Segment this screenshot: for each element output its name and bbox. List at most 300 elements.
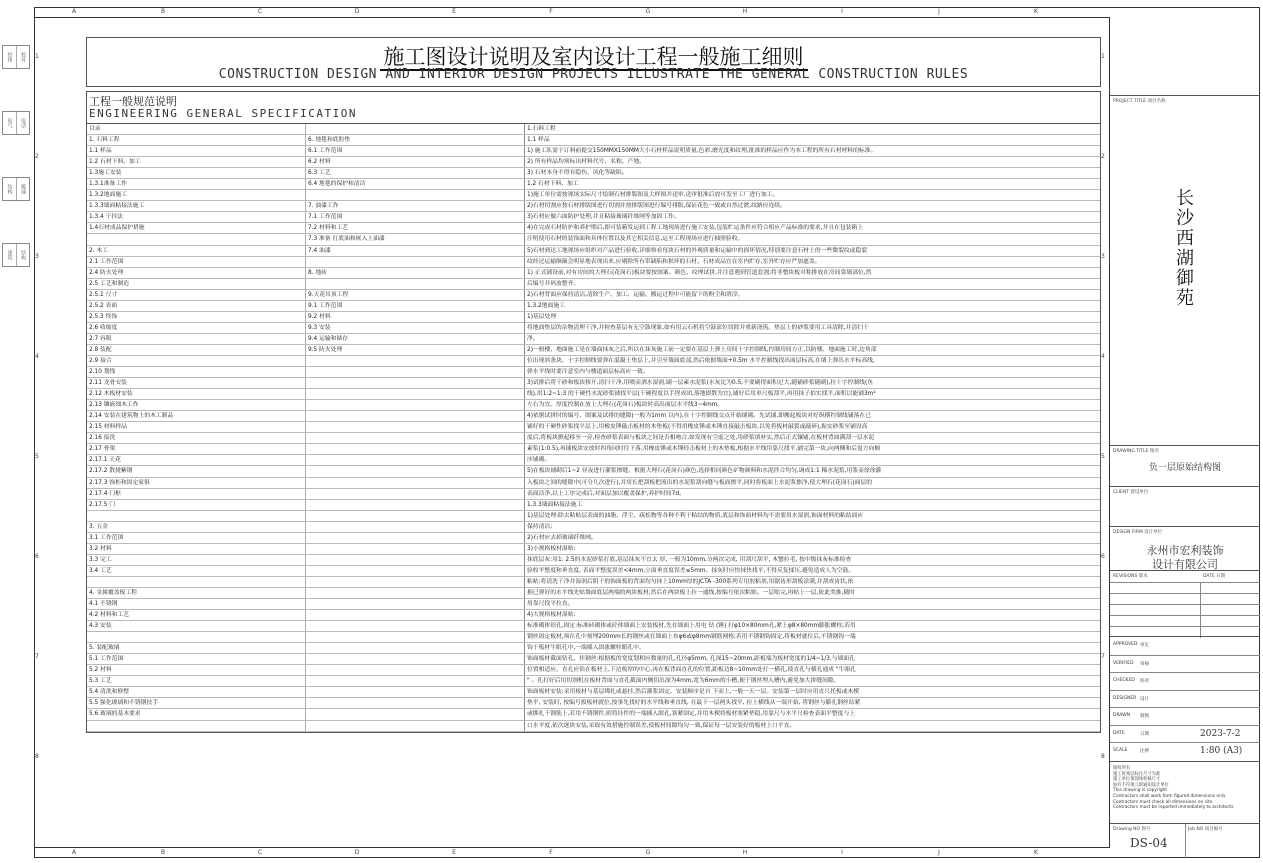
toc-item-2	[306, 555, 525, 565]
stamp-label: 给排	[3, 46, 17, 68]
toc-item: 5.2 材料	[87, 665, 306, 675]
toc-item: 2.8 装配	[87, 345, 306, 355]
spec-text: 1) 施工队需于订料前提交150MMX150MM大小石材样品说明质量,色彩,磨光度和纹理,批准的样品应作为本工程的所有石材材料的标准。	[527, 148, 877, 155]
spec-text: 1.1 样品	[527, 137, 550, 144]
design-firm-cell	[1110, 526, 1260, 570]
grid-number: 6	[1101, 553, 1105, 560]
toc-item-2: 7.2 材料和工艺	[306, 223, 525, 233]
toc-item-2: 6.4 地毯的保护和清洁	[306, 179, 525, 189]
signature-key: DESIGNER	[1113, 695, 1137, 701]
grid-letter: J	[938, 849, 940, 856]
spec-text: 5)在板块铺砌后1~2 昼夜进行灌浆擦缝。根据大理石(花岗石)颜色,选择相同颜色矿物颜料和水泥拌合均匀,调成1:1 稀水泥浆,用浆壶徐徐灌	[527, 468, 882, 475]
design-firm-name	[1110, 544, 1260, 572]
grid-letter: C	[257, 849, 263, 856]
drawing-name: 负一层原始结构图	[1148, 463, 1221, 473]
toc-item: 1.3.2地面施工	[87, 190, 306, 200]
spec-text: 纹经过运输颠簸会明显地表现出来,应剔除所有带缺陷和损坏的石材。石材成品宜在室内贮存,室外贮存应严加遮盖。	[527, 258, 821, 265]
toc-item-2	[306, 478, 525, 488]
spec-row	[87, 301, 1100, 312]
spec-text: 入板块之间的缝隙中(可分几次进行),并用长把刮板把流出的水泥浆刮向缝与板面擦平,同时将板面上水泥浆擦净,使大理石(花岗石)面层的	[527, 479, 872, 486]
stamp-label: 校对	[20, 52, 26, 62]
grid-letter: E	[452, 849, 456, 856]
toc-item: 2.17 骨架	[87, 444, 306, 454]
spec-text: 口水平度,依次逐块安装,采取有效措施控制误差,使板材间隙均匀一致,保证每一层安装好的板材上口平直。	[527, 722, 796, 729]
stamp-column	[2, 45, 30, 309]
spec-row	[87, 234, 1100, 245]
spec-row	[87, 665, 1100, 676]
grid-letter: C	[257, 8, 263, 15]
signature-key-cn: 审核	[1140, 661, 1149, 667]
toc-item: 目录	[87, 124, 306, 134]
toc-item	[87, 632, 306, 642]
grid-number: 2	[35, 153, 39, 160]
toc-item-2: 9.4 运输和储存	[306, 334, 525, 344]
spec-row	[87, 643, 1100, 654]
toc-item: 5.4 清洗和修整	[87, 687, 306, 697]
signature-key-cn: 日期	[1140, 731, 1149, 737]
toc-item-2	[306, 466, 525, 476]
toc-item-2	[306, 400, 525, 410]
spec-row	[87, 246, 1100, 257]
toc-item: 1.3.4 干挂法	[87, 212, 306, 222]
spec-text: 据已弹好的水平线先贴墙面底层两端的两块板材,然后在两块板上拉一通线,按编号依次粘贴。一层贴完,再贴上一层,依此类推,随时	[527, 589, 856, 596]
toc-item: 2.5.2 表面	[87, 301, 306, 311]
section-header	[86, 91, 1101, 123]
spec-row	[87, 201, 1100, 212]
spec-row	[87, 709, 1100, 720]
grid-number: 2	[1101, 153, 1105, 160]
spec-text: 3) 石材本身不得有隐伤、风化等缺陷。	[527, 170, 628, 177]
toc-item	[87, 721, 306, 731]
toc-item: 2.15 材料样品	[87, 422, 306, 432]
toc-item-2: 8. 地砖	[306, 268, 525, 278]
stamp-label: 电话	[20, 118, 26, 128]
toc-item-2: 7. 油漆工作	[306, 201, 525, 211]
drawing-number: DS-04	[1130, 836, 1168, 850]
spec-row	[87, 544, 1100, 555]
toc-item-2	[306, 632, 525, 642]
spec-text: 饰面板材安装:采用板材与基层绑扎或悬挂,然后灌浆固定。安装顺序是自 下而上,一般一天一层。安装第一层时应用直尺托板或木楔	[527, 689, 860, 696]
spec-text: 序铺砌。	[527, 457, 551, 464]
grid-letters-top	[34, 7, 1110, 17]
notes	[1113, 766, 1257, 811]
note-line: Contractors must check all dimensions on site	[1113, 799, 1213, 805]
blank-top-cell	[1110, 17, 1260, 95]
toc-item-2: 9.2 材料	[306, 312, 525, 322]
grid-number: 3	[35, 253, 39, 260]
spec-row	[87, 654, 1100, 665]
spec-text: 标准砌体钻孔,固定:标准砖砌体或砼体墙面上安装板材,先在墙面上用电 钻 (锤) 打φ10×80mm孔,紧上φ8×80mm膨胀螺栓;若用	[527, 623, 856, 630]
spec-row	[87, 146, 1100, 157]
toc-item-2: 9.1 工作范围	[306, 301, 525, 311]
section-title-en: ENGINEERING GENERAL SPECIFICATION	[89, 107, 358, 120]
spec-text: 或绑扎于钢筋上,若用不锈钢件,则将挂件的一端插入眼孔,塞紧固定,并用木楔将板材塞紧垫稳,用靠尺与水平尺检查表面平整度与上	[527, 711, 856, 718]
grid-letter: H	[742, 849, 748, 856]
spec-row	[87, 577, 1100, 588]
grid-numbers-right	[1100, 17, 1110, 848]
grid-number: 4	[35, 353, 39, 360]
spec-row	[87, 422, 1100, 433]
toc-item-2	[306, 489, 525, 499]
spec-text: 抹底层灰:用1: 2.5的水泥砂浆打底,基层抹灰不宜太 厚, 一般为10mm,分两次完成, 用刮尺刮平, 木蟹拉毛, 按中级抹灰标准检查	[527, 556, 852, 563]
spec-text: 1.2 石材下料、加工	[527, 181, 579, 188]
spec-text: 注明使用石材的装饰面和具体位置以及其它相关信息,运至工程现场应进行抽照验收。	[527, 236, 744, 243]
grid-letter: A	[71, 849, 77, 856]
page-title: 施工图设计说明及室内设计工程一般施工细则	[380, 45, 808, 71]
stamp-label: 建筑	[3, 244, 17, 266]
note-line: 如有不符须立即通知设计单位	[1113, 782, 1169, 788]
signature-value: 1:80 (A3)	[1200, 746, 1243, 756]
stamp-label: 暖通	[20, 184, 26, 194]
spec-row	[87, 433, 1100, 444]
note-line: 版权所有	[1113, 766, 1131, 771]
spec-text: 位置相适应。直孔应钻在板材上,下边板厚的中心,再在板背面直孔的位置,距板边8~10mm处打一横孔,使直孔与横孔通成 "牛眼孔	[527, 667, 856, 674]
spec-row	[87, 588, 1100, 599]
spec-text: 粘贴:将清洗干净并湿润后阴干的饰面板的背面均匀抹上10mm厚的JCTA -300系列专用胶粘剂,用锯齿形刮板涂满,并刮成齿状,依	[527, 578, 854, 585]
spec-text: 后编号并码放整齐。	[527, 280, 580, 287]
toc-item: 4.2 材料和工艺	[87, 610, 306, 620]
note-line: Contractors must be reported immediately to architects	[1113, 805, 1234, 811]
toc-item-2	[306, 566, 525, 576]
toc-item-2: 6. 地毯和底腔垫	[306, 135, 525, 145]
notes-cell	[1110, 761, 1260, 823]
spec-row	[87, 334, 1100, 345]
spec-text: 1)基层处理	[527, 313, 557, 320]
grid-number: 1	[1101, 53, 1105, 60]
toc-item	[87, 511, 306, 521]
spec-text: 垫平, 安装时, 按编号拔板材就位,按事先找好的水平线和垂直线, 在最下一层两头找平, 拉上横线从一端开始, 将钢丝与膨孔钢丝结紧	[527, 700, 861, 707]
stamp-cell	[2, 177, 30, 201]
spec-row	[87, 489, 1100, 500]
signature-row	[1110, 637, 1260, 653]
toc-item-2: 9.5 防火处理	[306, 345, 525, 355]
spec-text: 铺好的干硬性砂浆找平层上,用橡皮锤敲击板材的木垫板(不得用橡皮锤或木锤直接敲击板块,以免将板材敲裂或敲碎),振实砂浆至铺设高	[527, 424, 868, 431]
spec-text: 4)在完成石材防护和养护期后,即可装箱发运到工程工地现场进行施工安装,包装贮运条件应符合相应产品标准的要求,并且在包装箱上	[527, 225, 864, 232]
toc-item: 2.4 防火处理	[87, 268, 306, 278]
toc-item: 3.3 完工	[87, 555, 306, 565]
note-line: This drawing is copyright	[1113, 788, 1167, 794]
title-box	[86, 37, 1101, 87]
toc-item-2	[306, 411, 525, 421]
grid-number: 3	[1101, 253, 1105, 260]
stamp-cell	[2, 243, 30, 267]
toc-item: 2.17.2 散拢紫钢	[87, 466, 306, 476]
toc-item-2: 6.1 工作范围	[306, 146, 525, 156]
spec-text: 4)依据试拼时的编号、图案及试排的缝隙(一般为1mm 以内),在十字控制线交点开始铺砌。先试铺,即搬起板块对好纵横控制线铺落在已	[527, 413, 872, 420]
spec-text: 2)石材背面应保持清洁,清除生产、加工、运输、搬运过程中可能留下的粉尘和渣滓。	[527, 291, 744, 298]
spec-text: 位出现斜条块。十字控制线要弹在混凝土垫层上,并引至墙面底部,然后依据墙面+0.5m 水平控制线找出面层标高,在墙上弹出水平标高线,	[527, 357, 875, 364]
signature-key-cn: 审定	[1140, 643, 1149, 648]
toc-item: 2.9 接合	[87, 356, 306, 366]
spec-text: 线),用1:2~1:3 的干硬性水泥砂浆铺找平层(干硬程度以手捏成团,落地即散为宜),铺好后用单尺板刮平,再用抹子拍实找平,面积以能铺3m²	[527, 391, 876, 398]
spec-row	[87, 721, 1100, 732]
grid-letter: H	[742, 8, 748, 15]
spec-text: 饰面板材截面钻孔、挂钢丝:根据板的宽度划相应数量的孔,孔径φ5mm, 孔深15~20mm,距板端为板材宽度的1/4~1/3,与墙面孔	[527, 656, 855, 663]
toc-item-2: 9.3 安装	[306, 323, 525, 333]
grid-number: 8	[1101, 753, 1105, 760]
stamp-label: 电气	[3, 112, 17, 134]
toc-item-2	[306, 709, 525, 719]
signature-row	[1110, 742, 1260, 759]
project-title-cell	[1110, 95, 1260, 445]
spec-row	[87, 400, 1100, 411]
toc-item: 2.5.3 终饰	[87, 312, 306, 322]
title-block	[1110, 17, 1260, 858]
grid-letters-bottom	[34, 848, 1110, 858]
signature-row	[1110, 690, 1260, 707]
toc-item-2	[306, 378, 525, 388]
toc-item: 2.7 容限	[87, 334, 306, 344]
spec-text: 保持清洁;	[527, 523, 553, 530]
page-title-en: CONSTRUCTION DESIGN AND INTERIOR DESIGN PROJECTS ILLUSTRATE THE GENERAL CONSTRUCTION RULES	[218, 67, 969, 82]
toc-item-2	[306, 643, 525, 653]
spec-row	[87, 522, 1100, 533]
toc-item	[87, 234, 306, 244]
toc-item-2	[306, 676, 525, 686]
spec-text: 2)石材切割应按石材排版图进行切割并按排版图进行编号排版,保证花色一致或自然过渡,纹路应连续。	[527, 203, 786, 210]
spec-row	[87, 621, 1100, 632]
spec-row	[87, 367, 1100, 378]
toc-item-2	[306, 599, 525, 609]
grid-number: 6	[35, 553, 39, 560]
toc-item: 3.4 工艺	[87, 566, 306, 576]
grid-letter: A	[71, 8, 77, 15]
grid-letter: D	[354, 849, 360, 856]
toc-item: 1.4石材成品保护措施	[87, 223, 306, 233]
toc-item: 2.16 接洗	[87, 433, 306, 443]
spec-text: 钩于板材牛眼孔中,一端插入固涨螺栓眼孔中。	[527, 645, 645, 652]
spec-row	[87, 345, 1100, 356]
spec-row	[87, 268, 1100, 279]
signature-row	[1110, 707, 1260, 724]
toc-item: 1.3施工安装	[87, 168, 306, 178]
toc-item: 1.3.1准备工作	[87, 179, 306, 189]
spec-row	[87, 555, 1100, 566]
toc-item: 4.1 不锈钢	[87, 599, 306, 609]
spec-text: 2) 所有样品均须标出材料代号、名称、产地。	[527, 159, 645, 166]
signature-row	[1110, 725, 1260, 742]
toc-item: 2.10 划线	[87, 367, 306, 377]
spec-row	[87, 533, 1100, 544]
grid-number: 1	[35, 53, 39, 60]
toc-item: 5.1 工作范围	[87, 654, 306, 664]
spec-text: 钢丝固定板材,须在孔中预埋200mm长的钢丝或在墙面上布φ6或φ8mm钢筋网格;若用不锈钢钩固定,将板材就位后,不锈钢钩一端	[527, 634, 856, 641]
toc-item: 1. 石料工程	[87, 135, 306, 145]
toc-item: 5.5 强化玻璃和不锈钢扶手	[87, 698, 306, 708]
spec-text: 将地面垫层的杂物清理干净,并检查基层有无空鼓现象,如有用云石机将空鼓部位切除并重新浇筑。垫层上的砂浆要用工具清除,并清扫干	[527, 324, 869, 331]
spec-table	[86, 123, 1101, 733]
client-label: CLIENT 建设单位	[1113, 490, 1149, 495]
signature-key-cn: 设计	[1140, 696, 1149, 702]
spec-row	[87, 157, 1100, 168]
toc-item-2	[306, 124, 525, 134]
toc-item: 2.1 工作范围	[87, 257, 306, 267]
toc-item-2	[306, 422, 525, 432]
signature-key: VERIFIED	[1113, 660, 1134, 666]
toc-item: 4.3 安装	[87, 621, 306, 631]
spec-row	[87, 478, 1100, 489]
signature-key: DATE	[1113, 730, 1125, 736]
grid-letter: G	[645, 8, 651, 15]
spec-text: 1)施工单位需按现场实际尺寸绘制石材排版图及大样图并送审,送审批准后放可发至工厂进行加工。	[527, 192, 779, 199]
spec-text: 净。	[527, 335, 539, 342]
toc-item-2	[306, 610, 525, 620]
signature-key: SCALE	[1113, 748, 1128, 753]
spec-text: 1.3.2地面施工	[527, 302, 565, 309]
spec-text: 素浆(1:0.5),再铺板块安放时四角同时往下落,用橡皮锤或木锤轻击板材上的木垫板,根据水平线用靠尺找平,铺完第一块,向两侧和后退方向顺	[527, 446, 881, 453]
toc-item-2	[306, 698, 525, 708]
toc-item: 3.2 材料	[87, 544, 306, 554]
spec-text: " 。孔打好后用切割机在板材背面与直孔截面内侧切出深为4mm,宽为6mm的小槽,便于钢丝埋入槽内,避免加大拼缝间隙。	[527, 678, 840, 685]
drawing-title-label: DRAWING TITLE 图名	[1113, 449, 1159, 454]
toc-item-2	[306, 588, 525, 598]
revisions-label: REVISIONS 版本	[1113, 574, 1148, 579]
grid-number: 7	[1101, 653, 1105, 660]
toc-item-2	[306, 367, 525, 377]
spec-row	[87, 566, 1100, 577]
spec-row	[87, 411, 1100, 422]
note-line: 施工时须以标注尺寸为准	[1113, 771, 1161, 777]
toc-item-2	[306, 190, 525, 200]
revision-date-label: DATE 日期	[1203, 574, 1226, 579]
spec-row	[87, 610, 1100, 621]
toc-item-2: 6.2 材料	[306, 157, 525, 167]
toc-item: 2.13 镶嵌细木工作	[87, 400, 306, 410]
spec-text: 1) 正式铺设前,对有房间的大理石(花岗石)板块要按图案、颜色、纹理试拼,并注意遇到管道套割;将非整块板对称排放在房间靠墙部位,然	[527, 269, 872, 276]
section-title: 工程一般规范说明	[89, 95, 177, 108]
spec-text: 1.石料工程	[527, 126, 556, 132]
stamp-cell	[2, 111, 30, 135]
toc-item: 2.17.1 天花	[87, 455, 306, 465]
spec-row	[87, 135, 1100, 146]
signature-row	[1110, 655, 1260, 672]
spec-row	[87, 323, 1100, 334]
toc-item-2	[306, 665, 525, 675]
toc-item-2	[306, 455, 525, 465]
toc-item-2	[306, 533, 525, 543]
spec-row	[87, 179, 1100, 190]
toc-item-2	[306, 389, 525, 399]
toc-item	[87, 577, 306, 587]
project-name: 长沙西湖御苑	[1173, 188, 1194, 308]
signature-key-cn: 制图	[1140, 714, 1149, 719]
job-no-label: Job NO 项目编号	[1188, 827, 1223, 832]
spec-row	[87, 687, 1100, 698]
design-firm-line: 永州市宏利装饰	[1146, 544, 1224, 557]
note-line: 施工单位须现场校核尺寸	[1113, 777, 1161, 783]
signature-key: DRAWN	[1113, 713, 1131, 718]
spec-text: 表面洁净,以上工序完成后,对面层加以覆盖保护,养护时间7d。	[527, 490, 685, 497]
spec-text: 弹水平线时要注意室内与楼道面层标高应一致。	[527, 369, 649, 376]
toc-item-2: 7.1 工作范围	[306, 212, 525, 222]
spec-row	[87, 356, 1100, 367]
drawing-title-cell	[1110, 445, 1260, 486]
spec-text: 3)小规格板材湿贴:	[527, 545, 576, 552]
grid-letter: J	[938, 8, 940, 15]
spec-text: 左右为宜。厚度控制在放上大理石(花岗石)板块时高出面层水平线3~4mm。	[527, 402, 724, 409]
spec-row	[87, 190, 1100, 201]
toc-item: 5. 装配玻璃	[87, 643, 306, 653]
toc-item: 3.1 工作范围	[87, 533, 306, 543]
grid-letter: F	[549, 8, 553, 15]
toc-item-2	[306, 544, 525, 554]
spec-row	[87, 500, 1100, 511]
spec-text: 度后,将板块掀起移至一旁,检查砂浆表面与板块之间是否相吻合,如发现有空虚之处,用砂浆填补实,然后正式镶铺,在板材背面满刮一层水泥	[527, 435, 875, 442]
spec-text: 5)石材到达工地现场应组织对产品进行验收,详细察看每块石材的外观质量和运输中的损坏情况,特别要注意石材上的一些微裂纹或隐裂	[527, 247, 868, 254]
grid-number: 4	[1101, 353, 1105, 360]
toc-item-2	[306, 444, 525, 454]
spec-row	[87, 455, 1100, 466]
spec-row	[87, 444, 1100, 455]
toc-item-2: 7.3 准备 打底油和嵌入上油漆	[306, 234, 525, 244]
toc-item: 1.3.3墙面粘接法施工	[87, 201, 306, 211]
signature-key-cn: 校对	[1140, 679, 1149, 684]
spec-text: 验收平整度和垂直度, 表面平整度误差<4mm,立面垂直度误差≤5mm。抹灰时应快抹快找平,不得反复揉压,避免造成人为空鼓。	[527, 567, 855, 574]
toc-item-2	[306, 257, 525, 267]
spec-row	[87, 466, 1100, 477]
toc-item-2	[306, 522, 525, 532]
design-firm-label: DESIGN FIRM 设计单位	[1113, 530, 1163, 535]
toc-item: 1.1 样品	[87, 146, 306, 156]
spec-text: 4)大规格板材湿贴:	[527, 612, 576, 619]
stamp-label: 结构	[20, 250, 26, 260]
toc-item-2	[306, 279, 525, 289]
spec-row	[87, 168, 1100, 179]
grid-number: 8	[35, 753, 39, 760]
grid-letter: D	[354, 8, 360, 15]
toc-item: 2.17.3 饰柜和固定家俱	[87, 478, 306, 488]
grid-letter: G	[645, 849, 651, 856]
toc-item: 2.17.4 门框	[87, 489, 306, 499]
toc-item: 2. 木工	[87, 246, 306, 256]
spec-row	[87, 378, 1100, 389]
toc-item-2: 6.3 工艺	[306, 168, 525, 178]
spec-text: 2)石材应去掉玻璃纤维网。	[527, 534, 597, 541]
toc-item-2	[306, 687, 525, 697]
spec-row	[87, 676, 1100, 687]
spec-row	[87, 511, 1100, 522]
note-line: Contractors shall work form figured dimensions only	[1113, 793, 1226, 799]
grid-number: 5	[1101, 453, 1105, 460]
spec-row	[87, 290, 1100, 301]
toc-item-2	[306, 654, 525, 664]
toc-item: 3. 五金	[87, 522, 306, 532]
spec-row	[87, 212, 1100, 223]
signatures-cell	[1110, 636, 1260, 761]
grid-number: 5	[35, 453, 39, 460]
signature-value: 2023-7-2	[1200, 728, 1241, 739]
spec-row	[87, 257, 1100, 268]
project-title-label: PROJECT TITLE 项目名称	[1113, 99, 1166, 104]
spec-text: 2)一般楼、地面施工是在墙面抹灰之后,所以在抹灰施工前一定要在基层上弹上房间十字控制线,控制房间方正,以防楼、地面施工时,边角部	[527, 346, 877, 353]
toc-item: 2.17.5 门	[87, 500, 306, 510]
spec-row	[87, 124, 1100, 135]
stamp-label: 结构	[3, 178, 17, 200]
toc-item-2	[306, 433, 525, 443]
spec-text: 1)基层处理:除去粘贴层表面的油脂、浮尘、疏松物等各种不利于粘结的物质,底层和饰面材料均不需要用水湿润,饰面材料的粘结面应	[527, 512, 864, 519]
spec-row	[87, 698, 1100, 709]
toc-item-2	[306, 721, 525, 731]
grid-letter: F	[549, 849, 553, 856]
spec-row	[87, 389, 1100, 400]
grid-letter: E	[452, 8, 456, 15]
toc-item: 5.6 玻璃的基本要求	[87, 709, 306, 719]
stamp-cell	[2, 45, 30, 69]
toc-item: 2.12 木板材安装	[87, 389, 306, 399]
spec-text: 1.3.3墙面粘接法施工	[527, 501, 583, 508]
grid-letter: I	[841, 849, 843, 856]
client-cell	[1110, 486, 1260, 526]
